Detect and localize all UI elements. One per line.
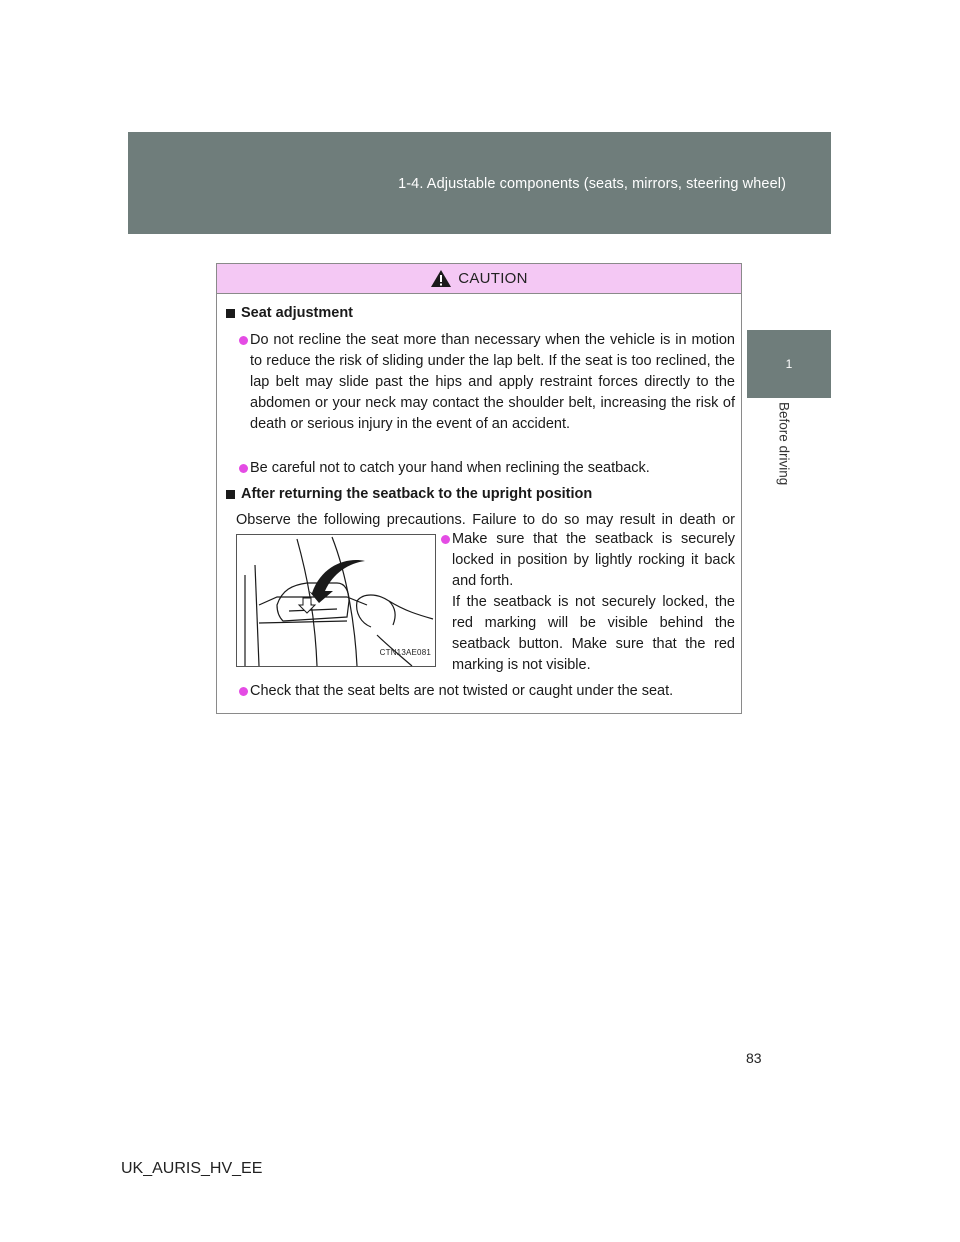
section-heading-seat-adjustment	[226, 303, 353, 324]
square-bullet-icon	[226, 490, 235, 499]
caution-content	[217, 294, 741, 713]
bullet-dot-icon	[441, 535, 450, 544]
bullet-text: Check that the seat belts are not twisted or caught under the seat.	[250, 683, 674, 699]
list-item	[441, 529, 735, 676]
section-heading-text: Seat adjustment	[241, 305, 353, 321]
section-title: 1-4. Adjustable components (seats, mirrors, steering wheel)	[398, 176, 786, 192]
caution-header	[217, 264, 741, 294]
seatback-button-illustration	[236, 534, 436, 667]
section-heading-upright-position	[226, 484, 592, 505]
page-number: 83	[746, 1050, 762, 1066]
section-intro: Observe the following precautions. Failure to do so may result in death or	[236, 512, 735, 528]
bullet-dot-icon	[239, 687, 248, 696]
bullet-dot-icon	[239, 336, 248, 345]
list-item	[239, 330, 735, 435]
list-item	[239, 681, 735, 702]
caution-box	[216, 263, 742, 714]
section-heading-text: After returning the seatback to the upright position	[241, 486, 593, 502]
list-item	[239, 458, 735, 479]
warning-triangle-icon	[430, 269, 452, 288]
bullet-text: Do not recline the seat more than necessary when the vehicle is in motion to reduce the risk of sliding under the lap belt. If the seat is too reclined, the lap belt may slide past the hips and apply restraint forces directly to the abdomen or your neck may contact the shoulder belt, increasing the risk of death or serious injury in the event of an accident.	[250, 332, 735, 432]
illustration-code: CTN13AE081	[379, 648, 431, 657]
bullet-text: Be careful not to catch your hand when reclining the seatback.	[250, 460, 650, 476]
chapter-tab	[747, 330, 831, 398]
chapter-label: Before driving	[776, 402, 792, 486]
document-code: UK_AURIS_HV_EE	[121, 1160, 263, 1177]
bullet-text-continued: If the seatback is not securely locked, the red marking will be visible behind the seatback button. Make sure that the red marking is not visible.	[452, 594, 735, 673]
bullet-text: Make sure that the seatback is securely locked in position by lightly rocking it back and forth.	[452, 531, 735, 589]
square-bullet-icon	[226, 309, 235, 318]
bullet-dot-icon	[239, 464, 248, 473]
section-header-band	[128, 132, 831, 234]
caution-title: CAUTION	[458, 270, 528, 287]
chapter-label-vertical	[776, 402, 792, 498]
chapter-number: 1	[785, 357, 793, 371]
